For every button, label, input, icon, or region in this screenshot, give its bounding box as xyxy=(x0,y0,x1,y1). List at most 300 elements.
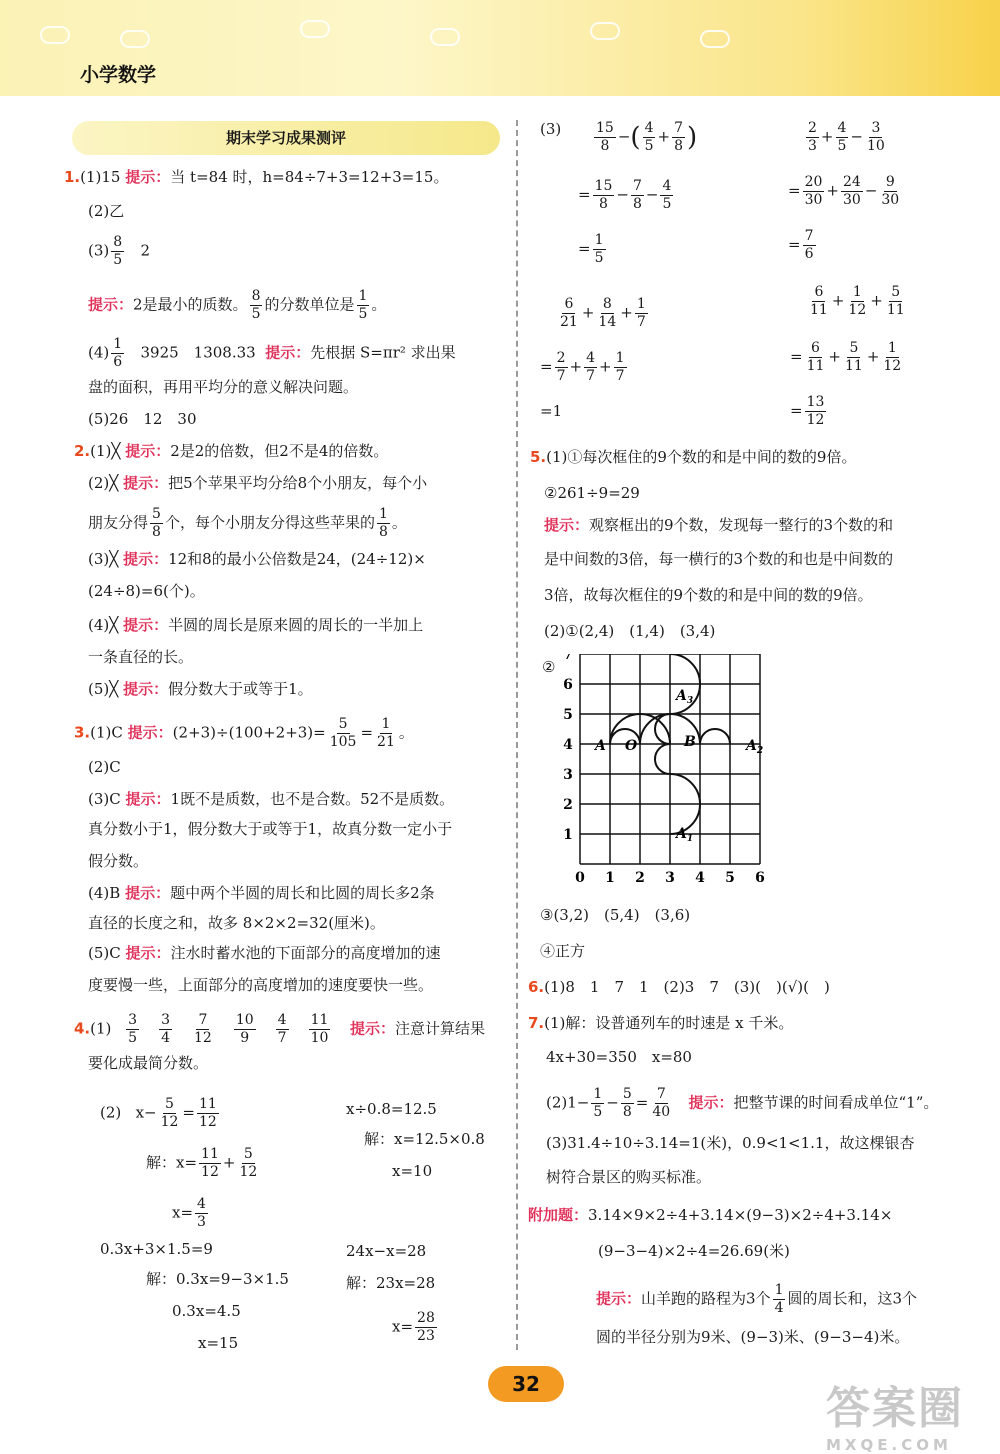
fraction xyxy=(309,1012,331,1047)
cloud-decoration-5 xyxy=(590,22,620,40)
tip-text: 12和8的最小公倍数是24，(24÷12)× xyxy=(168,550,426,568)
q2-part2-cont xyxy=(88,506,407,541)
question-number: 7. xyxy=(528,1014,545,1032)
calc-b-line3: = $\frac{7}{6}$ xyxy=(788,228,814,262)
tip-text: 个，每个小朋友分得这些苹果的 xyxy=(164,513,375,532)
point-label: A xyxy=(595,738,606,754)
math: 3.14×9×2÷4+3.14×(9−3)×2÷4+3.14× xyxy=(588,1206,893,1224)
numerator: 5 xyxy=(338,716,348,732)
denominator: 8 xyxy=(152,524,161,540)
numerator: 28 xyxy=(417,1310,435,1326)
math: x− xyxy=(135,1103,157,1122)
fraction xyxy=(805,340,827,375)
eq3-line1: 0.3x+3×1.5=9 xyxy=(100,1240,213,1258)
q3-part3-cont: 真分数小于1，假分数大于或等于1，故真分数一定小于 xyxy=(88,820,453,838)
math: (2)1− xyxy=(546,1093,590,1112)
denominator: 7 xyxy=(277,1030,287,1046)
tip-label: 提示： xyxy=(125,884,171,902)
y-tick-label: 4 xyxy=(563,737,573,753)
grid-lines xyxy=(580,654,760,864)
y-tick-label: 5 xyxy=(563,707,573,723)
point-label: B xyxy=(684,734,696,750)
point-label-subscript: 3 xyxy=(686,696,694,706)
coordinate-grid xyxy=(540,654,780,884)
numerator: 6 xyxy=(811,340,820,356)
denominator: 21 xyxy=(560,314,578,330)
numerator: 5 xyxy=(622,1086,632,1102)
numerator: 7 xyxy=(632,178,642,194)
fraction xyxy=(591,1086,604,1121)
numerator: 1 xyxy=(636,296,646,312)
math: = xyxy=(182,1103,195,1122)
q1-part4 xyxy=(88,336,456,371)
calc-b-line1: $\frac{2}{3}$ + $\frac{4}{5}$ − $\frac{3}{10}$ xyxy=(808,120,885,154)
label: (4) xyxy=(88,343,110,362)
numerator: 7 xyxy=(674,120,683,136)
tip-label: 提示： xyxy=(349,1019,395,1038)
grid-svg xyxy=(540,654,780,884)
denominator: 11 xyxy=(806,358,825,374)
q7-part3: (3)31.4÷10÷3.14=1(米)，0.9<1<1.1，故这棵银杏 xyxy=(546,1134,915,1152)
numerator: 7 xyxy=(198,1012,208,1028)
eq4-line3 xyxy=(392,1310,439,1345)
q3-part5 xyxy=(88,942,441,964)
numerator: 5 xyxy=(849,340,859,356)
extra-question-cont: (9−3−4)×2÷4=26.69(米) xyxy=(598,1242,790,1260)
tip-text: 的分数单位是 xyxy=(264,295,355,314)
tip-text: 把5个苹果平均分给8个小朋友，每个小 xyxy=(168,474,428,492)
answer: (3)╳ xyxy=(88,550,119,568)
fraction xyxy=(631,178,644,213)
denominator: 30 xyxy=(804,192,823,208)
column-divider xyxy=(516,120,518,1350)
numerator: 1 xyxy=(774,1282,784,1298)
denominator: 10 xyxy=(867,138,885,154)
numerator: 4 xyxy=(277,1012,287,1028)
denominator: 4 xyxy=(161,1030,171,1046)
math: = xyxy=(635,1093,649,1112)
fraction xyxy=(879,174,901,209)
answer: (3)C xyxy=(88,790,121,808)
numerator: 8 xyxy=(113,234,123,250)
fraction xyxy=(594,120,616,155)
denominator: 5 xyxy=(593,1104,603,1120)
fraction xyxy=(357,288,370,323)
denominator: 8 xyxy=(600,138,610,154)
fraction xyxy=(803,174,825,209)
numerator: 5 xyxy=(891,284,901,300)
q1-tip3 xyxy=(88,288,386,323)
axis-ticks xyxy=(563,654,765,884)
numerator: 4 xyxy=(837,120,847,136)
fraction xyxy=(881,340,903,375)
q7-part1 xyxy=(528,1012,793,1034)
question-number: 5. xyxy=(530,448,547,466)
label: (2) xyxy=(100,1103,122,1122)
fraction xyxy=(250,288,263,323)
tip-label: 提示： xyxy=(88,295,134,314)
answer: (5)C xyxy=(88,944,121,962)
tip-text: 圆的周长和，这3个 xyxy=(787,1289,918,1308)
question-number: 1. xyxy=(64,168,81,186)
q3-part3-cont2: 假分数。 xyxy=(88,852,149,870)
answer: (1)8 1 7 1 (2)3 7 (3)( )(√)( ) xyxy=(544,978,830,996)
fraction xyxy=(377,506,390,541)
fraction xyxy=(195,1196,208,1231)
denominator: 3 xyxy=(197,1214,206,1230)
q2-part5 xyxy=(88,678,313,700)
y-tick-label: 7 xyxy=(563,654,573,663)
eq2-line1: x÷0.8=12.5 xyxy=(346,1100,437,1118)
denominator: 12 xyxy=(883,358,902,374)
cloud-decoration-3 xyxy=(300,20,330,38)
math: x= xyxy=(172,1203,194,1222)
numerator: 6 xyxy=(564,296,574,312)
denominator: 5 xyxy=(128,1030,138,1046)
denominator: 30 xyxy=(842,192,861,208)
fraction xyxy=(111,336,124,371)
y-tick-label: 6 xyxy=(563,677,573,693)
eq1-line1 xyxy=(100,1096,221,1131)
tip-text: 注水时蓄水池的下面部分的高度增加的速 xyxy=(170,944,441,962)
q3-part5-cont: 度要慢一些，上面部分的高度增加的速度要快一些。 xyxy=(88,976,434,994)
tip-text: 朋友分得 xyxy=(88,513,149,532)
fraction xyxy=(584,350,597,385)
numerator: 24 xyxy=(842,174,861,190)
fraction xyxy=(375,716,397,751)
fraction xyxy=(593,178,615,213)
calc-d-line1: $\frac{6}{11}$ + $\frac{1}{12}$ + $\frac{5}{11}$ xyxy=(810,284,905,318)
fraction xyxy=(237,1146,259,1181)
q5-tip-cont2: 3倍，故每次框住的9个数的和是中间的数的9倍。 xyxy=(544,586,873,604)
math: x= xyxy=(392,1317,414,1336)
fraction xyxy=(159,1012,172,1047)
eq4-line1: 24x−x=28 xyxy=(346,1242,427,1260)
numerator: 5 xyxy=(152,506,161,522)
denominator: 12 xyxy=(160,1114,179,1130)
denominator: 4 xyxy=(774,1300,784,1316)
fraction xyxy=(806,120,819,155)
denominator: 11 xyxy=(844,358,863,374)
tip-label: 提示： xyxy=(544,516,590,534)
fraction xyxy=(415,1310,437,1345)
numerator: 1 xyxy=(593,1086,603,1102)
x-tick-label: 4 xyxy=(695,870,705,884)
denominator: 9 xyxy=(240,1030,250,1046)
numerator: 7 xyxy=(804,228,814,244)
q1-part5: (5)26 12 30 xyxy=(88,410,197,428)
q7-part1b: 4x+30=350 x=80 xyxy=(546,1048,692,1066)
denominator: 12 xyxy=(201,1164,219,1180)
tip-text: 。 xyxy=(398,723,414,742)
fraction xyxy=(558,296,580,331)
denominator: 12 xyxy=(806,412,825,428)
calc-d-line3: = $\frac{13}{12}$ xyxy=(790,394,825,428)
fraction-list xyxy=(116,1012,340,1046)
numerator: 7 xyxy=(656,1086,666,1102)
paren: ) xyxy=(686,122,698,153)
numerator: 9 xyxy=(885,174,895,190)
numerator: 11 xyxy=(199,1096,217,1112)
denominator: 5 xyxy=(662,196,672,212)
denominator: 10 xyxy=(310,1030,329,1046)
denominator: 3 xyxy=(808,138,817,154)
tip-text: 注意计算结果 xyxy=(394,1019,485,1038)
denominator: 8 xyxy=(622,1104,632,1120)
point-label-subscript: 2 xyxy=(756,746,764,756)
calc-a-line2: = $\frac{15}{8}$ − $\frac{7}{8}$ − $\frac{4}{5}$ xyxy=(578,178,672,212)
denominator: 5 xyxy=(358,306,368,322)
fraction xyxy=(593,232,606,267)
tip-label: 提示： xyxy=(125,442,171,460)
answer: (2)╳ xyxy=(88,474,119,492)
tip-text: 假分数大于或等于1。 xyxy=(168,680,313,698)
denominator: 5 xyxy=(837,138,847,154)
answer: 2 xyxy=(140,241,151,260)
denominator: 5 xyxy=(594,250,604,266)
numerator: 2 xyxy=(556,350,566,366)
tip-text: 观察框出的9个数，发现每一整行的3个数的和 xyxy=(589,516,894,534)
tip-text: 2是最小的质数。 xyxy=(133,295,248,314)
fraction xyxy=(197,1096,219,1131)
fraction xyxy=(660,178,673,213)
fraction xyxy=(150,506,163,541)
tip-label: 提示： xyxy=(123,680,169,698)
fraction xyxy=(621,1086,634,1121)
numerator: 1 xyxy=(852,284,862,300)
q6 xyxy=(528,976,830,998)
tip-text: 山羊跑的路程为3个 xyxy=(641,1289,771,1308)
x-tick-label: 3 xyxy=(665,870,675,884)
numerator: 3 xyxy=(128,1012,138,1028)
q3-part4-cont: 直径的长度之和，故多 8×2×2=32(厘米)。 xyxy=(88,914,385,932)
fraction xyxy=(773,1282,786,1317)
point-label: $A_2$ xyxy=(746,738,764,756)
q5-part2: (2)①(2,4) (1,4) (3,4) xyxy=(544,622,716,640)
q1-part2: (2)乙 xyxy=(88,202,125,220)
q5-part1 xyxy=(530,446,856,468)
eq1-line2 xyxy=(146,1146,261,1181)
q3-part4 xyxy=(88,882,435,904)
denominator: 30 xyxy=(881,192,900,208)
tip-label: 提示： xyxy=(596,1289,642,1308)
q2-part3 xyxy=(88,548,426,570)
q5-part1b: ②261÷9=29 xyxy=(544,484,640,502)
extra-question xyxy=(528,1204,892,1226)
tip-text: 。 xyxy=(391,513,407,532)
numerator: 8 xyxy=(251,288,261,304)
calc-a-line3: = $\frac{1}{5}$ xyxy=(578,232,604,266)
tip-label: 提示： xyxy=(265,343,311,362)
q4-part1 xyxy=(74,1012,485,1047)
point-label: $A_1$ xyxy=(676,826,694,844)
tip-text: 半圆的周长是原来圆的周长的一半加上 xyxy=(168,616,424,634)
numerator: 13 xyxy=(806,394,825,410)
fraction xyxy=(808,284,830,319)
denominator: 8 xyxy=(632,196,642,212)
denominator: 5 xyxy=(251,306,261,322)
eq4-line2: 解：23x=28 xyxy=(346,1274,436,1292)
calc-c-line2: = $\frac{2}{7}$ + $\frac{4}{7}$ + $\frac{1}{7}$ xyxy=(540,350,625,384)
tip-label: 提示： xyxy=(125,790,171,808)
question-number: 4. xyxy=(74,1019,91,1038)
fraction xyxy=(865,120,887,155)
denominator: 8 xyxy=(599,196,608,212)
answer: (1)解：设普通列车的时速是 x 千米。 xyxy=(544,1014,794,1032)
fraction xyxy=(803,228,816,263)
denominator: 12 xyxy=(194,1030,212,1046)
q3-part2: (2)C xyxy=(88,758,121,776)
numerator: 4 xyxy=(644,120,654,136)
numerator: 1 xyxy=(358,288,368,304)
fraction xyxy=(643,120,656,155)
fraction xyxy=(126,1012,139,1047)
fraction xyxy=(159,1096,181,1131)
eq3-line4: x=15 xyxy=(198,1334,239,1352)
watermark-main: 答案圈 xyxy=(826,1383,964,1434)
math: 解：x= xyxy=(146,1153,198,1172)
answer: (5)╳ xyxy=(88,680,119,698)
pinwheel-arc xyxy=(700,729,730,744)
tip-text: 当 t=84 时，h=84÷7+3=12+3=15。 xyxy=(170,168,449,186)
tip-text: 把整节课的时间看成单位“1”。 xyxy=(733,1093,939,1112)
q2-part3-cont: (24÷8)=6(个)。 xyxy=(88,582,205,600)
numerator: 5 xyxy=(243,1146,253,1162)
q5-part2b-label: ② xyxy=(542,658,556,676)
denominator: 8 xyxy=(674,138,683,154)
pinwheel-arc xyxy=(655,744,670,774)
fraction xyxy=(672,120,685,155)
denominator: 7 xyxy=(556,368,566,384)
q3-part3 xyxy=(88,788,454,810)
tip-text: 1既不是质数，也不是合数。52不是质数。 xyxy=(170,790,455,808)
section-title: 期末学习成果测评 xyxy=(72,121,500,155)
denominator: 105 xyxy=(329,734,357,750)
numerator: 1 xyxy=(594,232,604,248)
cloud-decoration-2 xyxy=(120,30,150,48)
denominator: 12 xyxy=(848,302,867,318)
point-label-subscript: 1 xyxy=(686,834,694,844)
page-number: 32 xyxy=(488,1366,564,1402)
y-tick-label: 3 xyxy=(563,767,573,783)
fraction xyxy=(111,234,124,269)
y-tick-label: 2 xyxy=(563,797,573,813)
answer: (4)B xyxy=(88,884,121,902)
denominator: 14 xyxy=(598,314,617,330)
eq2-line3: x=10 xyxy=(392,1162,433,1180)
numerator: 3 xyxy=(871,120,881,136)
numerator: 1 xyxy=(381,716,391,732)
extra-tip-cont: 圆的半径分别为9米、(9−3)米、(9−3−4)米。 xyxy=(596,1328,910,1346)
denominator: 5 xyxy=(113,252,123,268)
watermark xyxy=(826,1372,964,1454)
answer: (1)①每次框住的9个数的和是中间的数的9倍。 xyxy=(546,448,857,466)
fraction xyxy=(841,174,863,209)
extra-tip xyxy=(596,1282,917,1317)
denominator: 5 xyxy=(644,138,654,154)
q1-part3 xyxy=(88,234,150,269)
denominator: 21 xyxy=(377,734,395,750)
numerator: 2 xyxy=(808,120,817,136)
numerator: 1 xyxy=(615,350,625,366)
question-number: 6. xyxy=(528,978,545,996)
q5-tip-cont: 是中间数的3倍，每一横行的3个数的和也是中间数的 xyxy=(544,550,894,568)
numerator: 11 xyxy=(201,1146,219,1162)
denominator: 6 xyxy=(113,354,123,370)
numerator: 1 xyxy=(113,336,123,352)
numerator: 6 xyxy=(814,284,824,300)
fraction xyxy=(199,1146,221,1181)
denominator: 6 xyxy=(804,246,814,262)
q3-calc-label: (3) xyxy=(540,120,562,138)
denominator: 7 xyxy=(615,368,625,384)
numerator: 5 xyxy=(165,1096,174,1112)
fraction xyxy=(635,296,648,331)
fraction xyxy=(328,716,359,751)
q4-tip-cont: 要化成最简分数。 xyxy=(88,1054,209,1072)
q5-tip xyxy=(544,514,893,536)
fraction xyxy=(843,340,865,375)
cloud-decoration-6 xyxy=(700,30,730,48)
q2-part2 xyxy=(88,472,427,494)
tip-label: 提示： xyxy=(123,474,169,492)
point-label: O xyxy=(625,738,638,754)
point-labels xyxy=(593,688,763,844)
numerator: 1 xyxy=(887,340,897,356)
q1-tip4-cont: 盘的面积，再用平均分的意义解决问题。 xyxy=(88,378,359,396)
denominator: 7 xyxy=(586,368,595,384)
x-tick-label: 2 xyxy=(635,870,645,884)
tip-text: (2+3)÷(100+2+3)= xyxy=(172,723,326,742)
tip-label: 提示： xyxy=(123,550,169,568)
tip-text: 2是2的倍数，但2不是4的倍数。 xyxy=(170,442,389,460)
numerator: 1 xyxy=(378,506,388,522)
denominator: 8 xyxy=(378,524,388,540)
tip-label: 提示： xyxy=(125,944,171,962)
math: − xyxy=(606,1093,619,1112)
y-tick-label: 1 xyxy=(563,827,573,843)
extra-label: 附加题： xyxy=(528,1206,589,1224)
question-number: 3. xyxy=(74,723,91,742)
x-tick-label: 1 xyxy=(605,870,615,884)
q7-part2 xyxy=(546,1086,938,1121)
tip-text: 题中两个半圆的周长和比圆的周长多2条 xyxy=(170,884,435,902)
q2-part1 xyxy=(74,440,388,462)
tip-label: 提示： xyxy=(125,168,171,186)
tip-label: 提示： xyxy=(688,1093,734,1112)
fraction xyxy=(234,1012,256,1047)
eq3-line3: 0.3x=4.5 xyxy=(172,1302,241,1320)
denominator: 11 xyxy=(810,302,828,318)
numerator: 15 xyxy=(594,178,613,194)
q7-part3-cont: 树符合景区的购买标准。 xyxy=(546,1168,712,1186)
eq3-line2: 解：0.3x=9−3×1.5 xyxy=(146,1270,289,1288)
numerator: 10 xyxy=(235,1012,254,1028)
cloud-decoration-1 xyxy=(40,26,70,44)
subject-label: 小学数学 xyxy=(80,64,157,86)
eq2-line2: 解：x=12.5×0.8 xyxy=(364,1130,485,1148)
fraction xyxy=(614,350,627,385)
answer: (1)C xyxy=(90,723,123,742)
q2-part4 xyxy=(88,614,423,636)
point-label: $A_3$ xyxy=(676,688,694,706)
q3-part1 xyxy=(74,716,414,751)
answer: (4)╳ xyxy=(88,616,119,634)
fraction xyxy=(836,120,849,155)
x-tick-label: 0 xyxy=(575,870,585,884)
fraction xyxy=(596,296,618,331)
fraction xyxy=(276,1012,289,1047)
